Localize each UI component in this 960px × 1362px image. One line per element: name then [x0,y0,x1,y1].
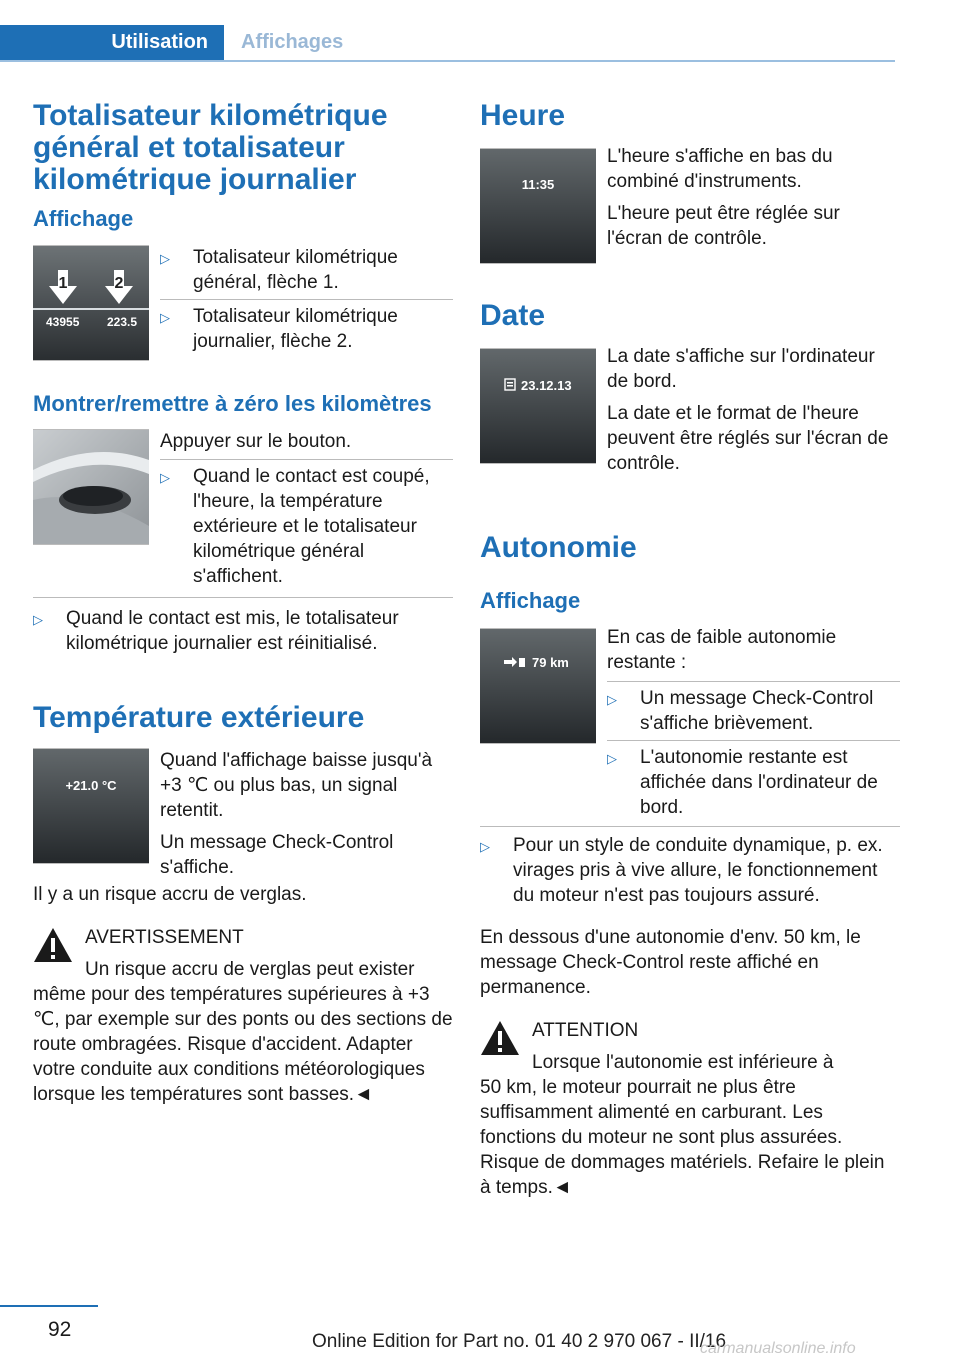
list-item: ▷ L'autonomie restante est affichée dans l'ordinateur de bord. [607,747,878,818]
watermark: carmanualsonline.info [700,1340,856,1357]
arrow-1-label: 1 [58,275,68,292]
range-image [480,628,596,744]
date-p1: La date s'affiche sur l'ordinateur de bord. [607,346,875,392]
odometer-total-value: 43955 [46,315,80,329]
autonomie-affichage-heading: Affichage [480,588,581,613]
clock-image [480,148,596,264]
list-item: ▷ Pour un style de conduite dynamique, p. ex. virages pris à vive allure, le fonctionnement du moteur n'est pas toujours assuré. [480,835,883,906]
attention-first-line: Lorsque l'autonomie est inférieure à [532,1052,834,1073]
warning-icon [33,927,73,963]
tab-utilisation[interactable]: Utilisation [0,25,224,60]
triangle-bullet-icon: ▷ [160,470,170,485]
triangle-bullet-icon: ▷ [160,310,170,325]
list-item: ▷ Quand le contact est coupé, l'heure, la température extérieure et le totalisateur kilométrique général s'affichent. [160,466,430,587]
odometer-title: Totalisateur kilométrique général et totalisateur kilométrique journalier [33,99,388,196]
autonomie-paragraph: En dessous d'une autonomie d'env. 50 km, le message Check-Control reste affiché en permanence. [480,927,861,998]
date-image [480,348,596,464]
divider [33,597,453,598]
divider [160,459,453,460]
left-column [33,100,453,1107]
clock-value: 11:35 [521,177,555,192]
reset-heading: Montrer/remettre à zéro les kilomètres [33,391,432,416]
range-value: 79 km [532,655,569,670]
triangle-bullet-icon: ▷ [160,251,170,266]
header-underline [0,60,895,62]
arrow-2-label: 2 [114,275,124,292]
warning-first-line: Un risque accru de verglas peut exister [85,959,415,980]
reset-intro: Appuyer sur le bouton. [160,431,352,452]
list-item: ▷ Un message Check-Control s'affiche brièvement. [607,688,874,734]
odometer-trip-value: 223.5 [107,315,138,329]
reset-button-image [33,429,149,545]
page-number-rule [0,1305,98,1307]
attention-text: 50 km, le moteur pourrait ne plus être suffisamment alimenté en carburant. Les fonctions du moteur ne sont plus assurées. Risque de dommages matériels. Refaire le plein à temps.◄ [480,1077,885,1198]
temperature-value: +21.0 °C [65,778,117,793]
autonomie-section [480,628,900,820]
heure-section [480,148,900,264]
temperature-section [33,748,453,880]
triangle-bullet-icon: ▷ [607,692,617,707]
triangle-bullet-icon: ▷ [607,751,617,766]
edition-footer: Online Edition for Part no. 01 40 2 970 067 - II/16 [312,1331,727,1352]
list-item: ▷ Totalisateur kilométrique journalier, flèche 2. [160,306,398,352]
reset-section [33,429,453,589]
divider [607,681,900,682]
triangle-bullet-icon: ▷ [33,612,43,627]
divider [160,299,453,300]
attention-block [480,1018,900,1200]
divider [480,826,900,827]
right-column [480,100,900,1200]
header-tabbar [0,25,895,62]
temperature-title: Température extérieure [33,701,365,734]
warning-block [33,925,453,1107]
odometer-section [33,245,453,361]
temperature-p1: Quand l'affichage baisse jusqu'à +3 ℃ ou plus bas, un signal retentit. [160,750,433,821]
heure-p1: L'heure s'affiche en bas du combiné d'instruments. [607,146,833,192]
page-number: 92 [48,1318,72,1341]
list-item: ▷ Totalisateur kilométrique général, flèche 1. [160,247,398,293]
reset-button-icon [59,486,131,514]
heure-title: Heure [480,99,566,132]
heure-p2: L'heure peut être réglée sur l'écran de contrôle. [607,203,840,249]
autonomie-intro: En cas de faible autonomie restante : [607,627,837,673]
warning-text: même pour des températures supérieures à +3 ℃, par exemple sur des ponts ou des sections de route ombragées. Risque d'accident. Adapter votre conduite aux conditions météorologiques lorsque les températures sont basses.◄ [33,984,453,1105]
divider [607,740,900,741]
affichage-heading: Affichage [33,206,134,231]
temperature-image [33,748,149,864]
warning-title: AVERTISSEMENT [85,927,244,948]
odometer-image [33,245,149,361]
list-item: ▷ Quand le contact est mis, le totalisateur kilométrique journalier est réinitialisé. [33,608,399,654]
date-value: 23.12.13 [521,378,572,393]
tab-affichages[interactable]: Affichages [241,31,344,53]
temperature-p3: Il y a un risque accru de verglas. [33,884,307,905]
attention-title: ATTENTION [532,1020,639,1041]
triangle-bullet-icon: ▷ [480,839,490,854]
date-title: Date [480,299,546,332]
date-p2: La date et le format de l'heure peuvent être réglés sur l'écran de contrôle. [607,403,889,474]
autonomie-title: Autonomie [480,531,637,564]
temperature-p2: Un message Check-Control s'affiche. [160,832,394,878]
date-section [480,348,900,476]
warning-icon [480,1020,520,1056]
